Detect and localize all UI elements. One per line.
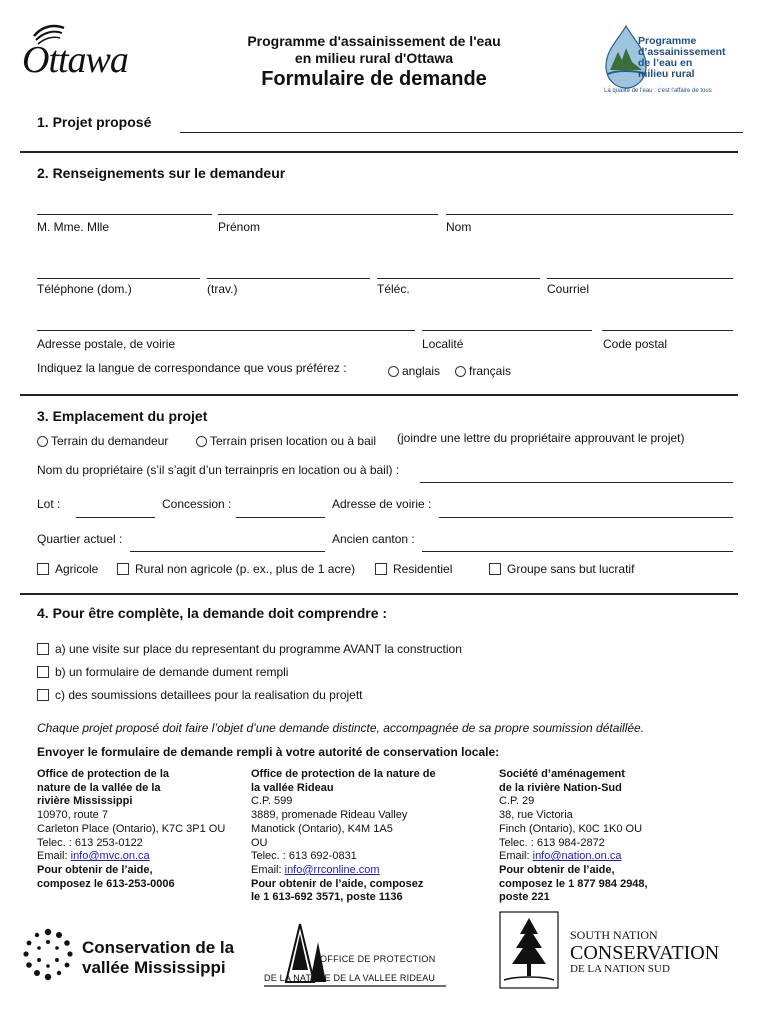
checkbox-icon[interactable] bbox=[489, 563, 501, 575]
program-title-line1: Programme d'assainissement de l'eau bbox=[247, 33, 501, 49]
requirement-item-c[interactable]: c) des soumissions detaillees pour la realisation du projett bbox=[37, 688, 363, 702]
location-own-option[interactable]: Terrain du demandeur bbox=[37, 434, 168, 448]
email-label: Courriel bbox=[547, 282, 590, 296]
office-south-nation: Société d’aménagement de la rivière Nation-Sud C.P. 29 38, rue Victoria Finch (Ontario), K0C 1K0 OU Telec. : 613 984-2872 Email: info@nation.on.ca Pour obtenir de l’aide, composez le 1 877 984 2948, poste 221 bbox=[499, 768, 648, 904]
program-logo-tagline: La qualité de l'eau : c'est l'affaire de tous bbox=[604, 88, 712, 94]
concession-input[interactable] bbox=[236, 517, 325, 518]
program-logo-line1: Programme bbox=[638, 35, 697, 47]
firstname-label: Prénom bbox=[218, 220, 261, 234]
locality-label: Localité bbox=[422, 337, 464, 351]
divider bbox=[20, 394, 738, 396]
radio-icon[interactable] bbox=[388, 366, 399, 377]
work-phone-input[interactable] bbox=[207, 278, 370, 279]
postal-code-input[interactable] bbox=[602, 330, 733, 331]
concession-label: Concession : bbox=[162, 497, 232, 511]
requirement-item-a[interactable]: a) une visite sur place du representant du programme AVANT la construction bbox=[37, 642, 462, 656]
ottawa-logo-text: Ottawa bbox=[22, 39, 128, 81]
land-agricultural-option[interactable]: Agricole bbox=[37, 562, 98, 576]
section1-heading: 1. Projet proposé bbox=[37, 114, 152, 130]
email-link[interactable]: info@mvc.on.ca bbox=[70, 850, 150, 863]
lastname-input[interactable] bbox=[446, 214, 733, 215]
owner-label: Nom du propriétaire (s’il s’agit d’un terrainpris en location ou à bail) : bbox=[37, 463, 400, 477]
checkbox-icon[interactable] bbox=[37, 666, 49, 678]
mississippi-dots-icon bbox=[20, 926, 76, 986]
work-phone-label: (trav.) bbox=[207, 282, 238, 296]
township-input[interactable] bbox=[422, 551, 733, 552]
land-rural-option[interactable]: Rural non agricole (p. ex., plus de 1 acre) bbox=[117, 562, 355, 576]
divider bbox=[20, 151, 738, 153]
program-logo bbox=[598, 22, 740, 96]
lot-input[interactable] bbox=[76, 517, 155, 518]
mississippi-logo-line2: vallée Mississippi bbox=[82, 958, 226, 977]
email-input[interactable] bbox=[547, 278, 733, 279]
program-title-line2: en milieu rural d'Ottawa bbox=[294, 50, 454, 66]
title-input[interactable] bbox=[37, 214, 212, 215]
language-english-option[interactable]: anglais bbox=[388, 364, 440, 378]
ward-input[interactable] bbox=[130, 551, 325, 552]
south-nation-logo bbox=[498, 910, 738, 994]
fax-label: Téléc. bbox=[377, 282, 410, 296]
location-lease-option[interactable]: Terrain prisen location ou à bail bbox=[196, 434, 376, 448]
street-input[interactable] bbox=[439, 517, 733, 518]
address-label: Adresse postale, de voirie bbox=[37, 337, 176, 351]
lastname-label: Nom bbox=[446, 220, 472, 234]
program-logo-line3: de l’eau en bbox=[638, 57, 693, 69]
township-label: Ancien canton : bbox=[332, 532, 415, 546]
lot-label: Lot : bbox=[37, 497, 61, 511]
rideau-logo-line2: DE LA NATURE DE LA VALLEE RIDEAU bbox=[264, 973, 436, 983]
checkbox-icon[interactable] bbox=[117, 563, 129, 575]
postal-code-label: Code postal bbox=[603, 337, 668, 351]
land-residential-option[interactable]: Residentiel bbox=[375, 562, 452, 576]
checkbox-icon[interactable] bbox=[37, 563, 49, 575]
land-nonprofit-option[interactable]: Groupe sans but lucratif bbox=[489, 562, 634, 576]
radio-icon[interactable] bbox=[455, 366, 466, 377]
home-phone-input[interactable] bbox=[37, 278, 200, 279]
south-nation-logo-line1: SOUTH NATION bbox=[570, 928, 658, 942]
ward-label: Quartier actuel : bbox=[37, 532, 123, 546]
owner-input[interactable] bbox=[420, 482, 733, 483]
language-prompt: Indiquez la langue de correspondance que vous préférez : bbox=[37, 361, 347, 375]
ottawa-logo bbox=[20, 22, 152, 82]
home-phone-label: Téléphone (dom.) bbox=[37, 282, 132, 296]
office-rideau: Office de protection de la nature de la vallée Rideau C.P. 599 3889, promenade Rideau Valley Manotick (Ontario), K4M 1A5 OU Telec. : 613 692-0831 Email: info@rrconline.com Pour obtenir de l’aide, composez le 1 613-692 3571, poste 1136 bbox=[251, 768, 436, 904]
checkbox-icon[interactable] bbox=[37, 643, 49, 655]
program-logo-line2: d’assainissement bbox=[638, 46, 726, 58]
fax-input[interactable] bbox=[377, 278, 540, 279]
lease-note: (joindre une lettre du propriétaire approuvant le projet) bbox=[397, 431, 685, 445]
requirement-item-b[interactable]: b) un formulaire de demande dument rempli bbox=[37, 665, 288, 679]
section4-heading: 4. Pour être complète, la demande doit comprendre : bbox=[37, 605, 388, 621]
email-link[interactable]: info@nation.on.ca bbox=[532, 850, 622, 863]
address-input[interactable] bbox=[37, 330, 415, 331]
locality-input[interactable] bbox=[422, 330, 592, 331]
radio-icon[interactable] bbox=[196, 436, 207, 447]
email-link[interactable]: info@rrconline.com bbox=[284, 863, 380, 876]
south-nation-logo-line2: CONSERVATION bbox=[570, 942, 720, 964]
street-label: Adresse de voirie : bbox=[332, 497, 432, 511]
project-note: Chaque projet proposé doit faire l’objet d’une demande distincte, accompagnée de sa propre soumission détaillée. bbox=[37, 721, 645, 735]
office-mississippi: Office de protection de la nature de la vallée de la rivière Mississippi 10970, route 7 Carleton Place (Ontario), K7C 3P1 OU Telec. : 613 253-0122 Email: info@mvc.on.ca Pour obtenir de l’aide, composez le 613-253-0006 bbox=[37, 768, 226, 890]
checkbox-icon[interactable] bbox=[375, 563, 387, 575]
program-logo-line4: milieu rural bbox=[638, 68, 695, 80]
checkbox-icon[interactable] bbox=[37, 689, 49, 701]
section3-heading: 3. Emplacement du projet bbox=[37, 408, 208, 424]
south-nation-logo-line3: DE LA NATION SUD bbox=[570, 963, 670, 975]
project-input[interactable] bbox=[180, 132, 743, 133]
section2-heading: 2. Renseignements sur le demandeur bbox=[37, 165, 286, 181]
mississippi-logo bbox=[20, 926, 250, 990]
divider bbox=[20, 593, 738, 595]
south-nation-tree-icon bbox=[498, 910, 560, 990]
rideau-logo bbox=[260, 920, 450, 994]
title-label: M. Mme. Mlle bbox=[37, 220, 109, 234]
rideau-logo-line1: OFFICE DE PROTECTION bbox=[320, 954, 436, 964]
firstname-input[interactable] bbox=[218, 214, 438, 215]
mississippi-logo-line1: Conservation de la bbox=[82, 938, 235, 957]
language-french-option[interactable]: français bbox=[455, 364, 511, 378]
radio-icon[interactable] bbox=[37, 436, 48, 447]
form-title: Formulaire de demande bbox=[261, 68, 487, 90]
send-instructions: Envoyer le formulaire de demande rempli à votre autorité de conservation locale: bbox=[37, 745, 500, 759]
